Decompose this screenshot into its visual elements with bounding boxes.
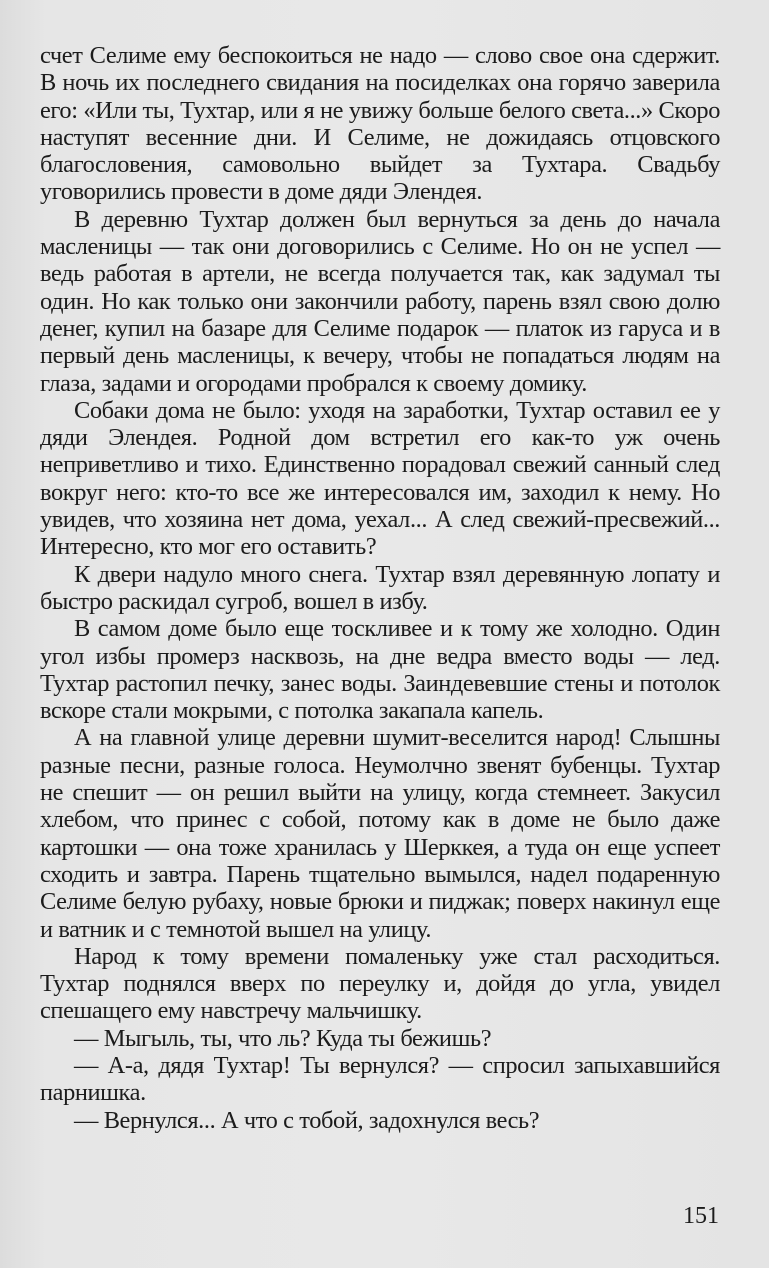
book-page xyxy=(40,42,720,1134)
dialogue-line-1: — Мыгыль, ты, что ль? Куда ты бежишь? xyxy=(74,1024,492,1052)
paragraph-2: В деревню Тухтар должен был вернуться за день до начала масленицы — так они договорились с Селиме. Но он не успел — ведь работая в артели, не всегда получается так, как задумал ты один. Но как только они закончили работу, парень взял свою долю денег, купил на базаре для Селиме подарок — платок из гаруса и в первый день масленицы, к вечеру, чтобы не попадаться людям на глаза, задами и огородами пробрался к своему домику. xyxy=(40,205,720,397)
paragraph-5: В самом доме было еще тоскливее и к тому же холодно. Один угол избы промерз насквозь, на дне ведра вместо воды — лед. Тухтар растопил печку, занес воды. Заиндевевшие стены и потолок вскоре стали мокрыми, с потолка закапала капель. xyxy=(40,615,720,725)
paragraph-7: Народ к тому времени помаленьку уже стал расходиться. Тухтар поднялся вверх по переулку и, дойдя до угла, увидел спешащего ему навстречу мальчишку. xyxy=(40,942,720,1025)
paragraph-6: А на главной улице деревни шумит-веселится народ! Слышны разные песни, разные голоса. Неумолчно звенят бубенцы. Тухтар не спешит — он решил выйти на улицу, когда стемнеет. Закусил хлебом, что принес с собой, потому как в доме не было даже картошки — она тоже хранилась у Шерккея, а туда он еще успеет сходить и завтра. Парень тщательно вымылся, надел подаренную Селиме белую рубаху, новые брюки и пиджак; поверх накинул еще и ватник и с темнотой вышел на улицу. xyxy=(40,724,720,943)
paragraph-4: К двери надуло много снега. Тухтар взял деревянную лопату и быстро раскидал сугроб, вошел в избу. xyxy=(40,560,720,615)
paragraph-3: Собаки дома не было: уходя на заработки, Тухтар оставил ее у дяди Элендея. Родной дом встретил его как-то уж очень неприветливо и тихо. Единственно порадовал свежий санный след вокруг него: кто-то все же интересовался им, заходил к нему. Но увидев, что хозяина нет дома, уехал... А след свежий-пресвежий... Интересно, кто мог его оставить? xyxy=(40,396,720,561)
page-number: 151 xyxy=(683,1203,719,1229)
paragraph-1: счет Селиме ему беспокоиться не надо — слово свое она сдержит. В ночь их последнего свидания на посиделках она горячо заверила его: «Или ты, Тухтар, или я не увижу больше белого света...» Скоро наступят весенние дни. И Селиме, не дожидаясь отцовского благословения, самовольно выйдет за Тухтара. Свадьбу уговорились провести в доме дяди Элендея. xyxy=(40,42,720,206)
dialogue-line-3: — Вернулся... А что с тобой, задохнулся весь? xyxy=(74,1106,540,1134)
dialogue-line-2: — А-а, дядя Тухтар! Ты вернулся? — спросил запыхавшийся парнишка. xyxy=(40,1051,720,1107)
